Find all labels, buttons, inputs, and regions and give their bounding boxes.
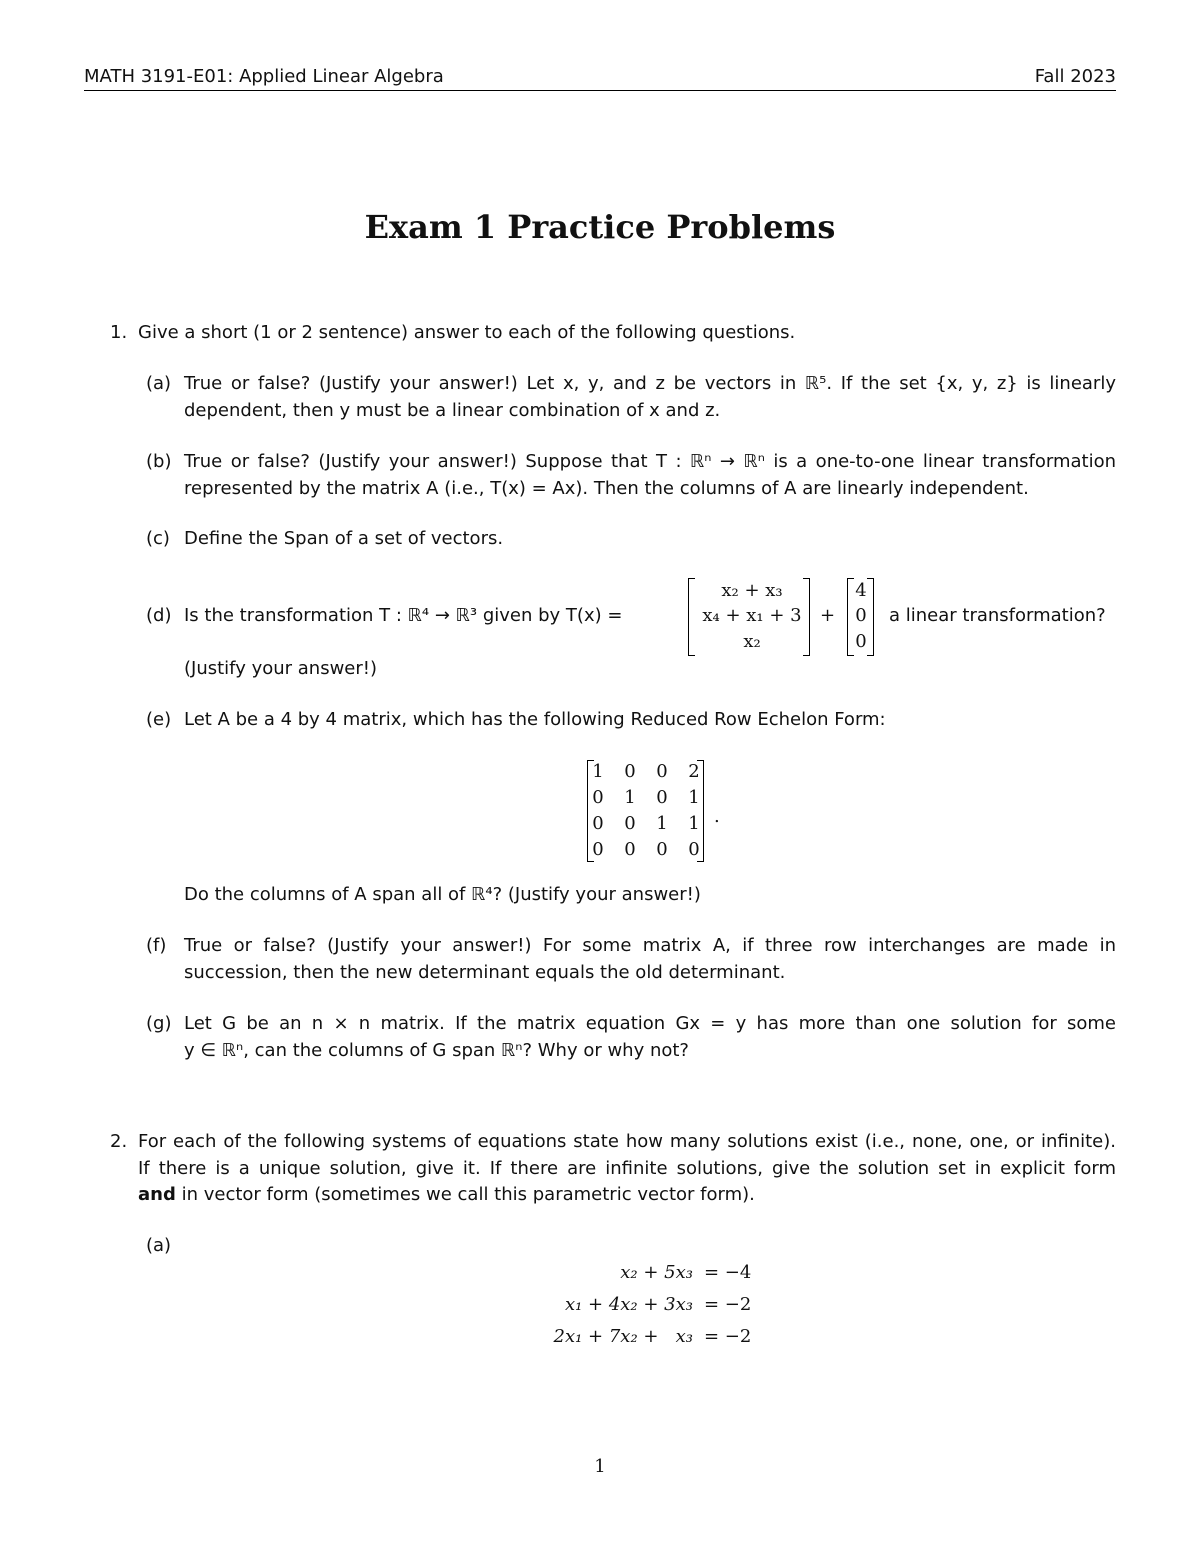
problem-2-number: 2. — [110, 1131, 128, 1152]
vector2-entry-2: 0 — [855, 605, 867, 626]
vector2-entry-3: 0 — [855, 631, 867, 652]
problem-1-intro: Give a short (1 or 2 sentence) answer to each of the following questions. — [138, 322, 796, 343]
equation-3-rhs: = −2 — [704, 1326, 752, 1347]
header-term: Fall 2023 — [1034, 66, 1116, 87]
problem-2-and-bold: and — [138, 1184, 176, 1205]
vector1-entry-1: x₂ + x₃ — [721, 580, 783, 601]
problem-1a-label: (a) — [146, 373, 172, 394]
rref-cell-r1-c1: 1 — [592, 761, 604, 782]
rref-cell-r4-c4: 0 — [688, 839, 700, 860]
problem-2-line1: For each of the following systems of equations state how many solutions exist (i.e., none, one, or infinite). — [138, 1131, 1116, 1152]
problem-1c-label: (c) — [146, 528, 170, 549]
rref-cell-r4-c2: 0 — [624, 839, 636, 860]
rref-cell-r2-c3: 0 — [656, 787, 668, 808]
vector1-right-bracket — [803, 578, 810, 656]
rref-cell-r1-c2: 0 — [624, 761, 636, 782]
problem-1a-line2: dependent, then y must be a linear combination of x and z. — [184, 400, 721, 421]
page-number: 1 — [594, 1456, 606, 1477]
problem-2a-label: (a) — [146, 1235, 172, 1256]
problem-1f-line2: succession, then the new determinant equals the old determinant. — [184, 962, 786, 983]
vector1-entry-2: x₄ + x₁ + 3 — [702, 605, 802, 626]
problem-1e-label: (e) — [146, 709, 172, 730]
problem-1b-label: (b) — [146, 451, 172, 472]
rref-right-bracket — [697, 760, 704, 862]
equation-1-rhs: = −4 — [704, 1262, 752, 1283]
problem-1d-line2: (Justify your answer!) — [184, 658, 378, 679]
problem-1d-pre: Is the transformation T : ℝ⁴ → ℝ³ given by T(x) = — [184, 605, 623, 626]
rref-cell-r2-c2: 1 — [624, 787, 636, 808]
equation-2-lhs: x₁ + 4x₂ + 3x₃ — [564, 1294, 693, 1315]
problem-1d-label: (d) — [146, 605, 172, 626]
equation-2-rhs: = −2 — [704, 1294, 752, 1315]
problem-2-line2: If there is a unique solution, give it. If there are infinite solutions, give the solution set in explicit form — [138, 1158, 1116, 1179]
problem-1b-line2: represented by the matrix A (i.e., T(x) = Ax). Then the columns of A are linearly independent. — [184, 478, 1029, 499]
problem-1b-line1: True or false? (Justify your answer!) Suppose that T : ℝⁿ → ℝⁿ is a one-to-one linear transformation — [184, 451, 1116, 472]
vector2-entry-1: 4 — [855, 580, 867, 601]
plus-sign: + — [820, 605, 836, 626]
problem-2-line3 — [138, 1184, 755, 1206]
problem-1-number: 1. — [110, 322, 128, 343]
rref-cell-r3-c1: 0 — [592, 813, 604, 834]
rref-cell-r2-c1: 0 — [592, 787, 604, 808]
problem-1g-line1: Let G be an n × n matrix. If the matrix equation Gx = y has more than one solution for some — [184, 1013, 1116, 1034]
page-title: Exam 1 Practice Problems — [364, 208, 836, 246]
problem-1f-line1: True or false? (Justify your answer!) For some matrix A, if three row interchanges are made in — [184, 935, 1116, 956]
rref-cell-r4-c3: 0 — [656, 839, 668, 860]
problem-1e-line2: Do the columns of A span all of ℝ⁴? (Justify your answer!) — [184, 884, 701, 905]
problem-1a-line1: True or false? (Justify your answer!) Let x, y, and z be vectors in ℝ⁵. If the set {x, y, z} is linearly — [184, 373, 1116, 394]
vector1-entry-3: x₂ — [743, 631, 761, 652]
problem-1c-line1: Define the Span of a set of vectors. — [184, 528, 504, 549]
problem-1e-line1: Let A be a 4 by 4 matrix, which has the following Reduced Row Echelon Form: — [184, 709, 886, 730]
equation-1-lhs: x₂ + 5x₃ — [620, 1262, 693, 1283]
rref-period: . — [714, 806, 720, 827]
problem-2-line3-rest: in vector form (sometimes we call this parametric vector form). — [181, 1184, 755, 1205]
rref-cell-r3-c3: 1 — [656, 813, 668, 834]
rref-cell-r3-c2: 0 — [624, 813, 636, 834]
problem-1g-line2: y ∈ ℝⁿ, can the columns of G span ℝⁿ? Why or why not? — [184, 1040, 689, 1061]
problem-1f-label: (f) — [146, 935, 167, 956]
vector2-right-bracket — [867, 578, 874, 656]
problem-1d-post: a linear transformation? — [889, 605, 1106, 626]
header-rule — [84, 90, 1116, 91]
rref-cell-r1-c3: 0 — [656, 761, 668, 782]
rref-cell-r2-c4: 1 — [688, 787, 700, 808]
rref-cell-r1-c4: 2 — [688, 761, 700, 782]
header-course: MATH 3191-E01: Applied Linear Algebra — [84, 66, 444, 87]
rref-cell-r3-c4: 1 — [688, 813, 700, 834]
rref-cell-r4-c1: 0 — [592, 839, 604, 860]
equation-3-lhs: 2x₁ + 7x₂ + x₃ — [553, 1326, 693, 1347]
problem-1g-label: (g) — [146, 1013, 172, 1034]
